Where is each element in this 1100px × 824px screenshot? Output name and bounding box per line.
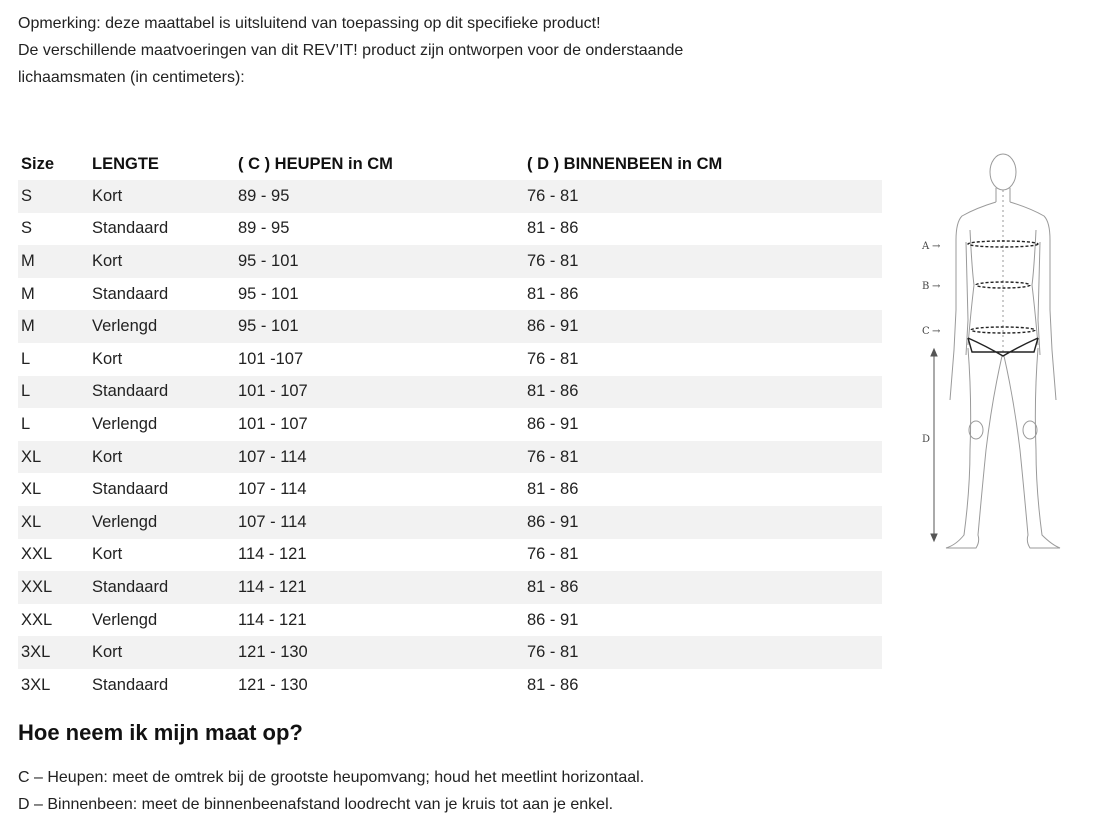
- cell-binnenbeen: 86 - 91: [524, 310, 882, 343]
- intro-note: [18, 10, 878, 91]
- intro-line-2: De verschillende maatvoeringen van dit REV’IT! product zijn ontworpen voor de onderstaande: [18, 42, 684, 59]
- cell-binnenbeen: 81 - 86: [524, 473, 882, 506]
- cell-heupen: 121 - 130: [235, 636, 524, 669]
- cell-binnenbeen: 81 - 86: [524, 278, 882, 311]
- header-lengte: LENGTE: [92, 155, 159, 173]
- table-row: [18, 376, 882, 409]
- cell-heupen: 114 - 121: [235, 539, 524, 572]
- cell-size: XL: [18, 441, 89, 474]
- cell-heupen: 121 - 130: [235, 669, 524, 702]
- cell-binnenbeen: 76 - 81: [524, 343, 882, 376]
- cell-lengte: Standaard: [89, 473, 235, 506]
- figure-outline: [946, 154, 1060, 548]
- cell-lengte: Kort: [89, 441, 235, 474]
- cell-lengte: Kort: [89, 343, 235, 376]
- arrow-b-icon: →: [932, 281, 941, 292]
- cell-heupen: 89 - 95: [235, 180, 524, 213]
- label-b: B: [922, 281, 930, 292]
- cell-binnenbeen: 81 - 86: [524, 376, 882, 409]
- arrow-c-icon: →: [932, 326, 941, 337]
- cell-size: M: [18, 278, 89, 311]
- cell-heupen: 101 - 107: [235, 408, 524, 441]
- cell-lengte: Kort: [89, 636, 235, 669]
- cell-lengte: Standaard: [89, 571, 235, 604]
- cell-binnenbeen: 81 - 86: [524, 213, 882, 246]
- how-to-measure-list: [18, 764, 644, 818]
- how-line-hips: C – Heupen: meet de omtrek bij de grootste heupomvang; houd het meetlint horizontaal.: [18, 769, 645, 786]
- table-row: [18, 539, 882, 572]
- cell-size: L: [18, 343, 89, 376]
- cell-binnenbeen: 76 - 81: [524, 539, 882, 572]
- cell-heupen: 89 - 95: [235, 213, 524, 246]
- cell-binnenbeen: 86 - 91: [524, 604, 882, 637]
- table-row: [18, 213, 882, 246]
- table-row: [18, 278, 882, 311]
- cell-heupen: 107 - 114: [235, 441, 524, 474]
- cell-lengte: Kort: [89, 245, 235, 278]
- cell-size: 3XL: [18, 669, 89, 702]
- intro-line-1: Opmerking: deze maattabel is uitsluitend van toepassing op dit specifieke product!: [18, 15, 601, 32]
- cell-size: XXL: [18, 571, 89, 604]
- arrow-a-icon: →: [932, 241, 941, 252]
- table-row: [18, 669, 882, 702]
- cell-size: XL: [18, 473, 89, 506]
- inseam-arrow: [931, 349, 937, 541]
- cell-lengte: Verlengd: [89, 604, 235, 637]
- header-binnenbeen: ( D ) BINNENBEEN in CM: [527, 155, 723, 173]
- header-size: Size: [21, 155, 55, 173]
- cell-size: XXL: [18, 539, 89, 572]
- table-row: [18, 604, 882, 637]
- header-heupen: ( C ) HEUPEN in CM: [238, 155, 393, 173]
- cell-heupen: 101 -107: [235, 343, 524, 376]
- table-row: [18, 310, 882, 343]
- how-line-inseam: D – Binnenbeen: meet de binnenbeenafstand loodrecht van je kruis tot aan je enkel.: [18, 796, 614, 813]
- table-header-row: [18, 149, 882, 180]
- cell-binnenbeen: 86 - 91: [524, 506, 882, 539]
- cell-heupen: 95 - 101: [235, 245, 524, 278]
- cell-lengte: Standaard: [89, 376, 235, 409]
- cell-binnenbeen: 81 - 86: [524, 571, 882, 604]
- table-row: [18, 473, 882, 506]
- cell-size: L: [18, 376, 89, 409]
- cell-lengte: Kort: [89, 180, 235, 213]
- cell-size: S: [18, 213, 89, 246]
- cell-heupen: 114 - 121: [235, 604, 524, 637]
- table-row: [18, 180, 882, 213]
- cell-size: XXL: [18, 604, 89, 637]
- cell-lengte: Verlengd: [89, 310, 235, 343]
- cell-size: M: [18, 245, 89, 278]
- table-row: [18, 636, 882, 669]
- cell-size: XL: [18, 506, 89, 539]
- cell-lengte: Kort: [89, 539, 235, 572]
- cell-binnenbeen: 81 - 86: [524, 669, 882, 702]
- measurement-lines: [968, 241, 1038, 356]
- cell-heupen: 95 - 101: [235, 278, 524, 311]
- table-row: [18, 408, 882, 441]
- cell-binnenbeen: 76 - 81: [524, 180, 882, 213]
- label-c: C: [922, 326, 930, 337]
- cell-heupen: 95 - 101: [235, 310, 524, 343]
- figure-labels: [921, 241, 941, 445]
- table-row: [18, 245, 882, 278]
- cell-size: L: [18, 408, 89, 441]
- human-figure-icon: [916, 150, 1066, 555]
- cell-binnenbeen: 76 - 81: [524, 245, 882, 278]
- cell-heupen: 107 - 114: [235, 473, 524, 506]
- cell-heupen: 114 - 121: [235, 571, 524, 604]
- how-to-measure-title: Hoe neem ik mijn maat op?: [18, 720, 303, 745]
- cell-lengte: Verlengd: [89, 408, 235, 441]
- table-row: [18, 506, 882, 539]
- intro-line-3: lichaamsmaten (in centimeters):: [18, 69, 245, 86]
- cell-lengte: Verlengd: [89, 506, 235, 539]
- cell-binnenbeen: 76 - 81: [524, 441, 882, 474]
- cell-size: S: [18, 180, 89, 213]
- cell-lengte: Standaard: [89, 213, 235, 246]
- label-d: D: [922, 434, 931, 445]
- cell-lengte: Standaard: [89, 669, 235, 702]
- cell-binnenbeen: 86 - 91: [524, 408, 882, 441]
- label-a: A: [922, 241, 930, 252]
- cell-size: 3XL: [18, 636, 89, 669]
- cell-heupen: 101 - 107: [235, 376, 524, 409]
- cell-size: M: [18, 310, 89, 343]
- size-table: [18, 149, 882, 702]
- table-row: [18, 441, 882, 474]
- cell-lengte: Standaard: [89, 278, 235, 311]
- cell-heupen: 107 - 114: [235, 506, 524, 539]
- table-row: [18, 343, 882, 376]
- cell-binnenbeen: 76 - 81: [524, 636, 882, 669]
- table-row: [18, 571, 882, 604]
- body-measurement-figure: [916, 150, 1066, 555]
